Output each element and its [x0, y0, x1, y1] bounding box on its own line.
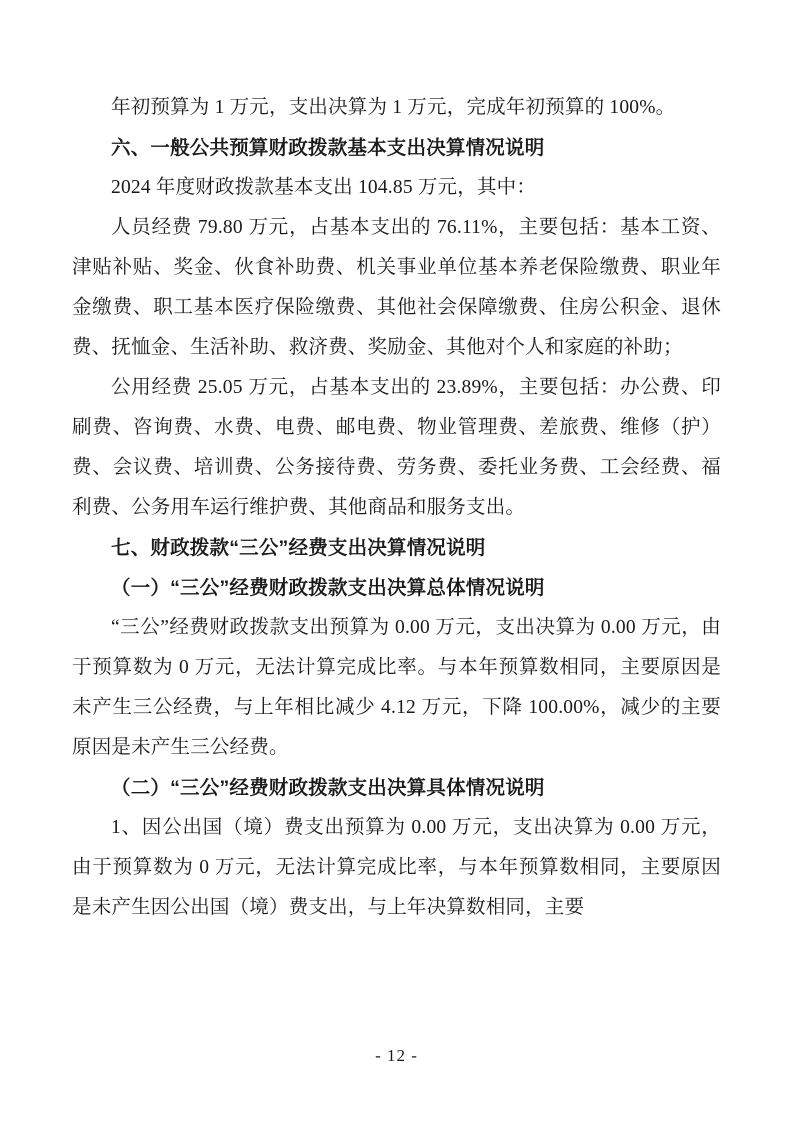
paragraph-three-public-overall: “三公”经费财政拨款支出预算为 0.00 万元，支出决算为 0.00 万元，由于预算数为 0 万元，无法计算完成比率。与本年预算数相同，主要原因是未产生三公经费，与上年相比减少 4.12 万元，下降 100.00%，减少的主要原因是未产生三公经费。	[72, 617, 721, 758]
paragraph-overseas-travel-expense: 1、因公出国（境）费支出预算为 0.00 万元，支出决算为 0.00 万元，由于预算数为 0 万元，无法计算完成比率，与本年预算数相同，主要原因是未产生因公出国（境）费支出，与上年决算数相同，主要	[72, 817, 721, 918]
paragraph-personnel-expenses: 人员经费 79.80 万元，占基本支出的 76.11%，主要包括：基本工资、津贴补贴、奖金、伙食补助费、机关事业单位基本养老保险缴费、职业年金缴费、职工基本医疗保险缴费、其他社会保障缴费、住房公积金、退休费、抚恤金、生活补助、救济费、奖励金、其他对个人和家庭的补助；	[72, 217, 721, 358]
paragraph-budget-completion: 年初预算为 1 万元，支出决算为 1 万元，完成年初预算的 100%。	[111, 97, 676, 118]
paragraph-basic-expenditure-total: 2024 年度财政拨款基本支出 104.85 万元，其中：	[111, 177, 537, 198]
subsection-heading-one: （一）“三公”经费财政拨款支出决算总体情况说明	[111, 577, 545, 599]
paragraph-public-expenses: 公用经费 25.05 万元，占基本支出的 23.89%，主要包括：办公费、印刷费、咨询费、水费、电费、邮电费、物业管理费、差旅费、维修（护）费、会议费、培训费、公务接待费、劳务费、委托业务费、工会经费、福利费、公务用车运行维护费、其他商品和服务支出。	[72, 377, 721, 518]
subsection-heading-two: （二）“三公”经费财政拨款支出决算具体情况说明	[111, 777, 545, 799]
section-heading-seven: 七、财政拨款“三公”经费支出决算情况说明	[111, 537, 486, 559]
page-number: - 12 -	[375, 1046, 418, 1065]
section-heading-six: 六、一般公共预算财政拨款基本支出决算情况说明	[111, 137, 545, 159]
